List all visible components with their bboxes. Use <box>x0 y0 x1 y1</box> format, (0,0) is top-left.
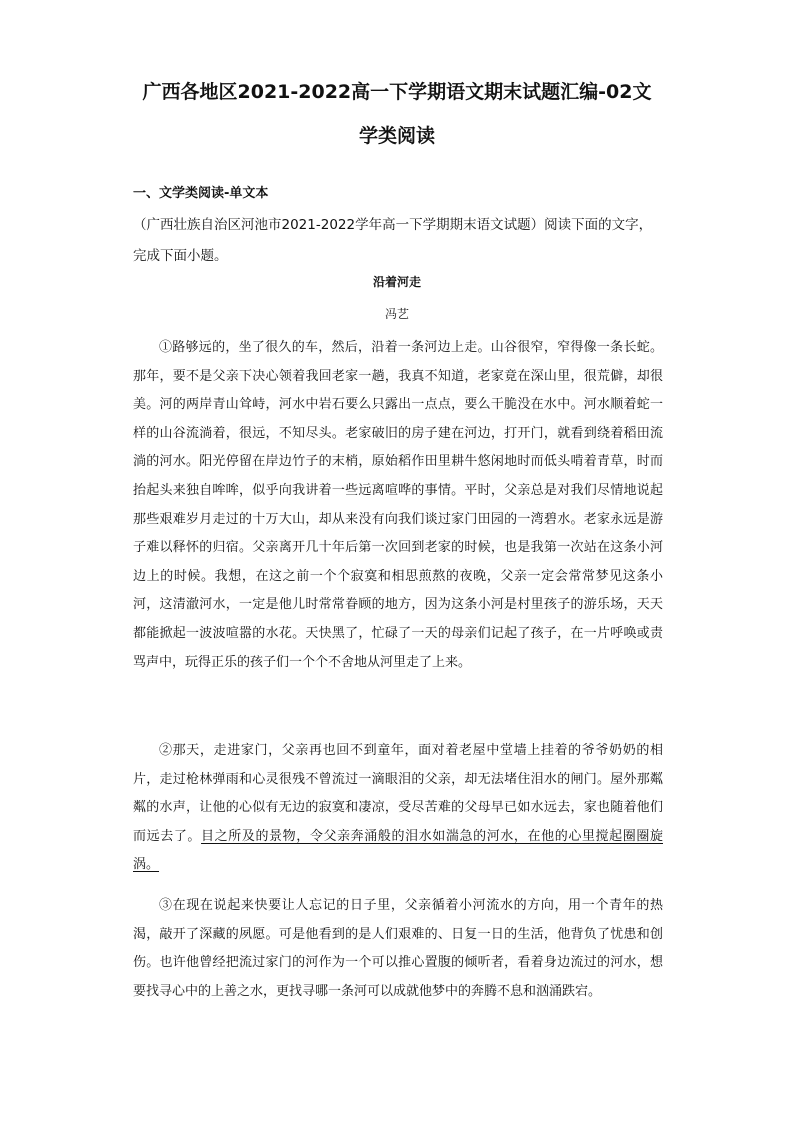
source-note: （广西壮族自治区河池市2021-2022学年高一下学期期末语文试题）阅读下面的文字，完成下面小题。 <box>133 217 653 264</box>
paragraph-1: ①路够远的，坐了很久的车，然后，沿着一条河边上走。山谷很窄，窄得像一条长蛇。那年，要不是父亲下决心领着我回老家一趟，我真不知道，老家竟在深山里，很荒僻，却很美。河的两岸青山耸峙，河水中岩石要么只露出一点点，要么干脆没在水中。河水顺着蛇一样的山谷流淌着，很远，不知尽头。老家破旧的房子建在河边，打开门，就看到绕着稻田流淌的河水。阳光停留在岸边竹子的末梢，原始稻作田里耕牛悠闲地时而低头啃着青草，时而抬起头来独自哞哞，似乎向我讲着一些远离喧哗的事情。平时，父亲总是对我们尽情地说起那些艰难岁月走过的十万大山，却从来没有向我们谈过家门田园的一湾碧水。老家永远是游子难以释怀的归宿。父亲离开几十年后第一次回到老家的时候，也是我第一次站在这条小河边上的时候。我想，在这之前一个个寂寞和相思煎熬的夜晚，父亲一定会常常梦见这条小河，这清澈河水，一定是他儿时常常眷顾的地方，因为这条小河是村里孩子的游乐场，天天都能掀起一波波喧嚣的水花。天快黑了，忙碌了一天的母亲们记起了孩子，在一片呼唤或责骂声中，玩得正乐的孩子们一个个不舍地从河里走了上来。 <box>133 340 663 670</box>
paragraph-2-underlined-sentence: 目之所及的景物，令父亲奔涌般的泪水如湍急的河水，在他的心里搅起圈圈旋涡。 <box>133 828 663 873</box>
paragraph-3: ③在现在说起来快要让人忘记的日子里，父亲循着小河流水的方向，用一个青年的热渴，敲开了深藏的夙愿。可是他看到的是人们艰难的、日复一日的生活，他背负了忧患和创伤。也许他曾经把流过家门的河作为一个可以推心置腹的倾听者，看着身边流过的河水，想要找寻心中的上善之水，更找寻哪一条河可以成就他梦中的奔腾不息和汹涌跌宕。 <box>133 898 663 999</box>
document-title-line-2: 学类阅读 <box>358 125 435 147</box>
passage-title: 沿着河走 <box>372 275 421 289</box>
section-heading: 一、文学类阅读-单文本 <box>133 186 269 201</box>
paragraph-2 <box>133 737 663 880</box>
document-title <box>120 70 674 158</box>
paragraph-2-text: ②那天，走进家门，父亲再也回不到童年，面对着老屋中堂墙上挂着的爷爷奶奶的相片，走过枪林弹雨和心灵很残不曾流过一滴眼泪的父亲，却无法堵住泪水的闸门。屋外那粼粼的水声，让他的心似有无边的寂寞和凄凉，受尽苦难的父母早已如水远去，家也随着他们而远去了。 <box>133 743 663 844</box>
passage-author: 冯艺 <box>384 307 409 321</box>
document-title-line-1: 广西各地区2021-2022高一下学期语文期末试题汇编-02文 <box>142 81 652 103</box>
